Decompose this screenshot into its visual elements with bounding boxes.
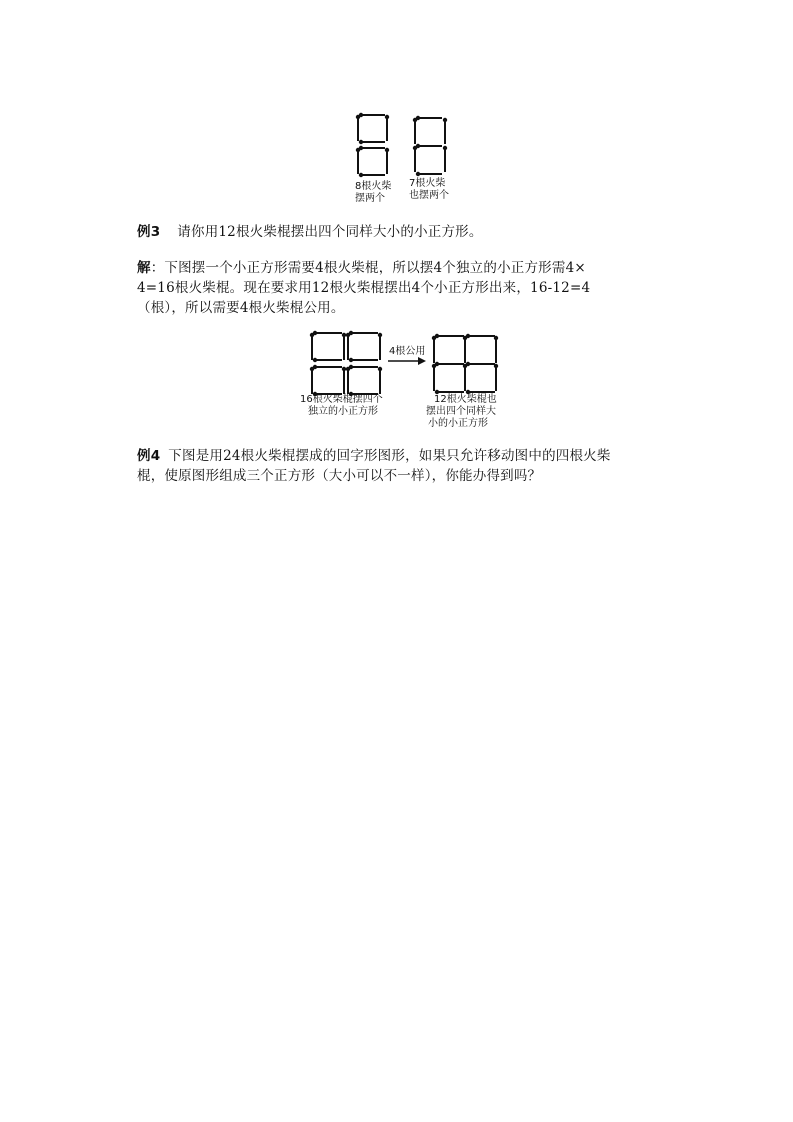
matchstick (432, 364, 436, 391)
matchstick (313, 331, 342, 335)
separate-squares (310, 331, 382, 396)
solution-paragraph (137, 258, 667, 318)
matchstick (359, 173, 385, 177)
matchstick (349, 358, 378, 362)
matchstick (466, 334, 495, 338)
matchstick (432, 336, 436, 363)
matchstick (349, 331, 378, 335)
matchstick (359, 113, 385, 117)
solution-line1 (137, 258, 667, 278)
matchstick (346, 333, 350, 360)
solution-label: 解 (137, 260, 151, 276)
matchstick (413, 146, 417, 172)
matchstick (356, 115, 360, 141)
matchstick (346, 367, 350, 394)
matchstick (416, 172, 442, 176)
matchstick-figure-1 (345, 110, 465, 205)
figure1-caption-right-line1: 7根火柴 (409, 178, 446, 189)
matchstick (342, 333, 346, 360)
matchstick (356, 148, 360, 174)
example4-line2: 棍，使原图形组成三个正方形（大小可以不一样），你能办得到吗？ (137, 468, 542, 484)
matchstick (310, 367, 314, 394)
figure2-caption-right-line1: 12根火柴棍也 (434, 394, 497, 405)
figure2-caption-right-line2: 摆出四个同样大 (426, 406, 496, 417)
figure1-caption-left-line1: 8根火柴 (355, 181, 392, 192)
matchstick (310, 333, 314, 360)
arrow-icon (418, 357, 426, 365)
example4-label: 例4 (137, 448, 161, 464)
matchstick (313, 365, 342, 369)
matchstick (359, 140, 385, 144)
matchstick (313, 358, 342, 362)
matchstick (385, 148, 389, 174)
matchstick (349, 365, 378, 369)
figure1-caption-left-line2: 摆两个 (355, 193, 385, 204)
matchstick (378, 367, 382, 394)
solution-line3: （根），所以需要4根火柴棍公用。 (137, 300, 345, 316)
example4-paragraph (137, 446, 667, 486)
example4-line1 (137, 446, 667, 466)
matchstick (342, 367, 346, 394)
matchstick-figure-2 (296, 330, 516, 430)
matchstick (443, 146, 447, 172)
matchstick (416, 144, 442, 148)
example4-line1-text: 下图是用24根火柴棍摆成的回字形图形，如果只允许移动图中的四根火柴 (168, 448, 611, 464)
grid-squares (432, 334, 498, 394)
matchstick-diagram-2 (296, 330, 516, 430)
matchstick (435, 334, 464, 338)
matchstick (463, 364, 467, 391)
matchstick (494, 364, 498, 391)
matchstick (435, 362, 464, 366)
example3-text: 请你用12根火柴棍摆出四个同样大小的小正方形。 (177, 224, 483, 240)
matchstick (466, 362, 495, 366)
matchstick (359, 146, 385, 150)
arrow-label: 4根公用 (389, 346, 426, 357)
matchstick (463, 336, 467, 363)
matchstick (416, 116, 442, 120)
matchstick (378, 333, 382, 360)
matchstick (494, 336, 498, 363)
example3-label: 例3 (137, 224, 161, 240)
matchstick-diagram-1 (345, 110, 465, 205)
matchstick (385, 115, 389, 141)
matchstick (443, 118, 447, 144)
figure2-caption-left-line1: 16根火柴棍摆四个 (300, 394, 383, 405)
solution-line1-text: ：下图摆一个小正方形需要4根火柴棍，所以摆4个独立的小正方形需4× (150, 260, 586, 276)
figure2-caption-right-line3: 小的小正方形 (428, 418, 488, 429)
figure2-caption-left-line2: 独立的小正方形 (308, 406, 378, 417)
example3-paragraph (137, 222, 667, 242)
figure1-caption-right-line2: 也摆两个 (409, 190, 449, 201)
matchstick (413, 118, 417, 144)
solution-line2: 4=16根火柴棍。现在要求用12根火柴棍摆出4个小正方形出来，16-12=4 (137, 280, 591, 296)
